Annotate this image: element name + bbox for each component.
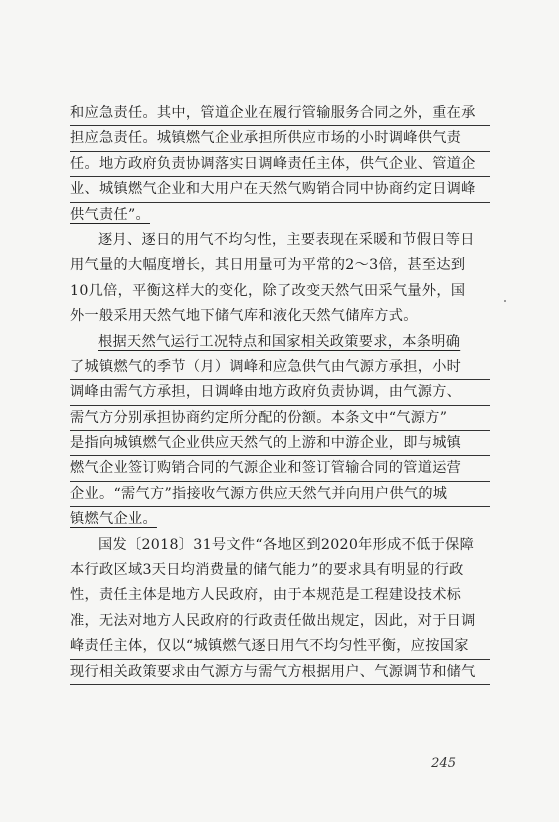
text-line: 本行政区域3天日均消费量的储气能力”的要求具有明显的行政 — [70, 562, 464, 579]
text-line: 了城镇燃气的季节（月）调峰和应急供气由气源方承担，小时 — [70, 355, 490, 380]
text-line — [70, 203, 490, 228]
text-line: 任。地方政府负责协调落实日调峰责任主体，供气企业、管道企 — [70, 152, 490, 177]
text-line: 业、城镇燃气企业和大用户在天然气购销合同中协商约定日调峰 — [70, 177, 490, 202]
underlined-text: 根据天然气运行工况特点和国家相关政策要求，本条明确 — [98, 333, 461, 350]
text-line: 用气量的大幅度增长，其日用量可为平常的2～3倍，甚至达到 — [70, 257, 466, 274]
text-line: 国发〔2018〕31号文件“各地区到2020年形成不低于保障 — [98, 536, 475, 553]
text-line — [70, 507, 490, 532]
text-line: 调峰由需气方承担，日调峰由地方政府负责协调，由气源方、 — [70, 380, 490, 405]
text-line: 现行相关政策要求由气源方与需气方根据用户、气源调节和储气 — [70, 660, 490, 685]
underlined-text: 镇燃气企业。 — [70, 511, 157, 528]
text-line — [70, 330, 490, 355]
text-line: 担应急责任。城镇燃气企业承担所供应市场的小时调峰供气责 — [70, 126, 490, 151]
text-line: 峰责任主体，仅以“城镇燃气逐日用气不均匀性平衡，应按国家 — [70, 634, 490, 659]
body-text — [70, 101, 490, 685]
text-line: 准，无法对地方人民政府的行政责任做出规定，因此，对于日调 — [70, 612, 476, 629]
text-line: 需气方分别承担协商约定所分配的份额。本条文中“气源方” — [70, 406, 490, 431]
text-line: 10几倍，平衡这样大的变化，除了改变天然气田采气量外，国 — [70, 282, 466, 299]
text-line: 企业。“需气方”指接收气源方供应天然气并向用户供气的城 — [70, 482, 490, 507]
page-number: 245 — [431, 756, 456, 771]
text-line: 性，责任主体是地方人民政府，由于本规范是工程建设技术标 — [70, 587, 462, 604]
text-line: 外一般采用天然气地下储气库和液化天然气储库方式。 — [70, 308, 418, 325]
scan-speck — [504, 300, 506, 302]
text-line: 逐月、逐日的用气不均匀性，主要表现在采暖和节假日等日 — [98, 231, 475, 248]
text-line: 和应急责任。其中，管道企业在履行管输服务合同之外，重在承 — [70, 101, 490, 126]
text-line: 燃气企业签订购销合同的气源企业和签订管输合同的管道运营 — [70, 456, 490, 481]
underlined-text: 供气责任”。 — [70, 206, 150, 223]
text-line: 是指向城镇燃气企业供应天然气的上游和中游企业，即与城镇 — [70, 431, 490, 456]
